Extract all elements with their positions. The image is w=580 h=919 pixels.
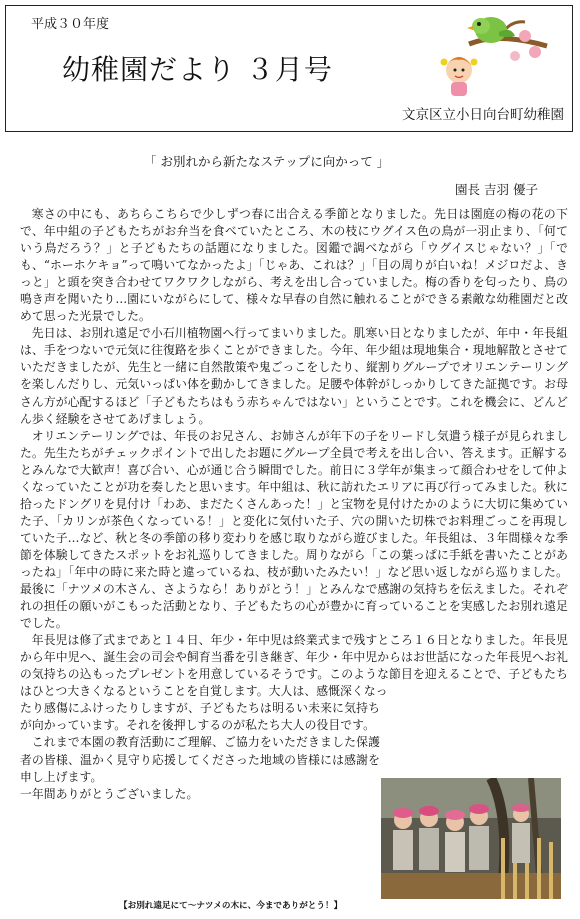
field-trip-photo xyxy=(381,778,561,899)
photo-caption: 【お別れ遠足にて〜ナツメの木に、今までありがとう！】 xyxy=(119,901,343,911)
paragraph: 一年間ありがとうございました。 xyxy=(20,786,199,801)
fiscal-year: 平成３０年度 xyxy=(31,17,110,32)
paragraph: オリエンテーリングでは、年長のお兄さん、お姉さんが年下の子をリードし気遣う様子が見られました。先生たちがチェックポイントで出したお題にグループ全員で考えを出し合い、答えます。正解するとみんなで大歓声！喜び合い、心が通じ合う瞬間でした。前日に３学年が集まって顔合わせをして仲よくなっていたことが功を奏したと思います。年中組は、秋に訪れたエリアに再び行ってみました。秋に拾ったドングリを見付け「わあ、まだたくさんあった！」と宝物を見付けたかのように大切に集めていた子、「カリンが茶色くなっている！」と変化に気付いた子、穴の開いた切株でお料理ごっこを再現していた子…など、秋と冬の季節の移り変わりを感じ取りながら遊びました。年長組は、３年間様々な季節を体験してきたスポットをお礼巡りしてきました。周りながら「この葉っぱに手紙を書いたことがあったね」「年中の時に来た時と違っているね、枝が動いたみたい！」など思い返しながら巡りました。最後に「ナツメの木さん、さようなら！ありがとう！」とみんなで感謝の気持ちを伝えました。それぞれの担任の願いがこもった活動となり、子どもたちの心が豊かに育っていることを実感したお別れ遠足でした。 xyxy=(20,428,568,631)
wrapped-text xyxy=(20,700,380,802)
article-headline: 「 お別れから新たなステップに向かって 」 xyxy=(144,154,390,169)
paragraph: 先日は、お別れ遠足で小石川植物園へ行ってまいりました。肌寒い日となりましたが、年中・年長組は、手をつないで元気に往復路を歩くことができました。今年、年少組は現地集合・現地解散とさせていただきましたが、先生と一緒に自然散策や鬼ごっこをしたり、縦割りグループでオリエンテーリングを楽しんだりし、元気いっぱい体を動かしてきました。足腰や体幹がしっかりしてきた証拠です。お母さん方が心配するほど「子どもたちはもう赤ちゃんではない」ということです。これを機会に、どんどん歩く経験をさせてあげましょう。 xyxy=(20,326,568,426)
school-name: 文京区立小日向台町幼稚園 xyxy=(402,107,564,123)
children-photo-illustration xyxy=(381,778,561,899)
article-body xyxy=(20,206,568,803)
paragraph: これまで本園の教育活動にご理解、ご協力をいただきました保護者の皆様、温かく見守り応援してくださった地域の皆様には感謝を申し上げます。 xyxy=(20,735,380,784)
paragraph: 年長児は修了式まであと１４日、年少・年中児は終業式まで残すところ１６日となりました。年長児から年中児へ、誕生会の司会や飼育当番を引き継ぎ、年少・年中児からはお世話になった年長児へお礼の気持ちの込もったプレゼントを用意しているそうです。このような節目を迎えることで、子どもたちはひとつ大きくなるということを自覚します。大人は、感慨深くなっ xyxy=(20,633,568,699)
newsletter-title: 幼稚園だより ３月号 xyxy=(62,53,333,86)
paragraph: たり感傷にふけったりしますが、子どもたちは明るい未来に気持ちが向かっています。それを後押しするのが私たち大人の役目です。 xyxy=(20,701,380,733)
bird-mascot-illustration xyxy=(429,12,549,100)
paragraph: 寒さの中にも、あちらこちらで少しずつ春に出合える季節となりました。先日は園庭の梅の花の下で、年中組の子どもたちがお弁当を食べていたところ、木の枝にウグイス色の鳥が一羽止まり、「何ていう鳥だろう？」と子どもたちの話題になりました。図鑑で調べながら「ウグイスじゃない？」「でも、“ホーホケキョ”って鳴いてなかったよ」「じゃあ、これは？」「目の周りが白いね！メジロだよ、きっと」と頭を突き合わせてワクワクしながら、考えを出し合っていました。梅の香りを匂ったり、鳥の鳴き声を聞いたり…園にいながらにして、様々な早春の自然に触れることができる素敵な幼稚園だと改めて思った光景でした。 xyxy=(20,207,568,324)
article-author: 園長 吉羽 優子 xyxy=(455,182,538,197)
newsletter-header xyxy=(5,5,573,132)
